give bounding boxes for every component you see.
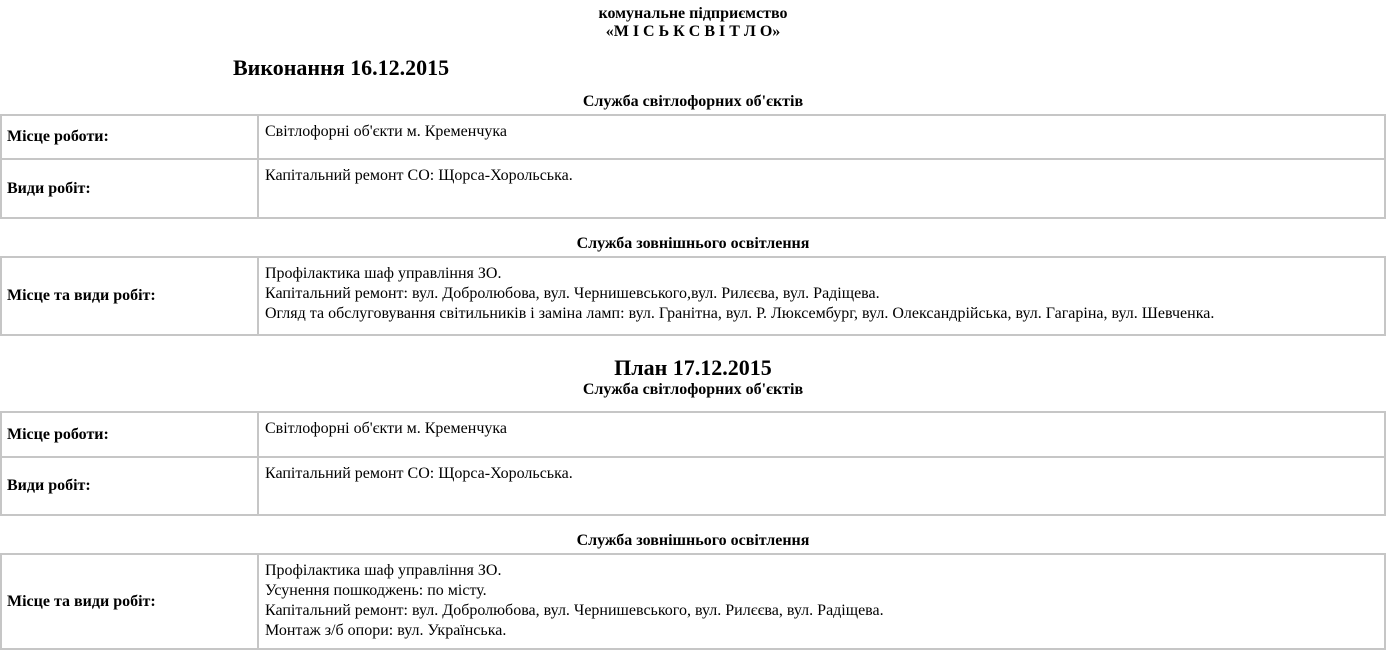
row-content-cell [258,457,1385,515]
org-type-line: комунальне підприємство [598,5,788,22]
org-header [0,0,1386,41]
execution-title: Виконання 16.12.2015 [233,55,450,80]
work-line: Монтаж з/б опори: вул. Українська. [265,622,507,639]
service-heading-traffic-lights-plan: Служба світлофорних об'єктів [582,381,804,398]
row-label-cell: Місце та види робіт: [1,554,258,649]
row-label-cell: Види робіт: [1,457,258,515]
row-content-cell [258,257,1385,335]
row-content-cell [258,412,1385,457]
work-line: Профілактика шаф управління ЗО. [265,265,502,282]
service-heading-traffic-lights-exec: Служба світлофорних об'єктів [582,93,804,110]
work-line: Капітальний ремонт: вул. Добролюбова, вул. Чернишевського, вул. Рилєєва, вул. Радіщева. [265,602,884,619]
row-content-cell [258,159,1385,218]
table-row [1,412,1385,457]
work-table-exec-outdoor [0,256,1386,336]
row-content-cell [258,554,1385,649]
work-line: Капітальний ремонт СО: Щорса-Хорольська. [265,465,573,482]
table-row [1,457,1385,515]
row-label-cell: Місце роботи: [1,412,258,457]
service-heading-outdoor-exec: Служба зовнішнього освітлення [576,235,810,252]
table-row [1,554,1385,649]
work-line: Капітальний ремонт: вул. Добролюбова, вул. Чернишевського,вул. Рилєєва, вул. Радіщева. [265,285,880,302]
work-line: Світлофорні об'єкти м. Кременчука [265,123,507,140]
work-line: Світлофорні об'єкти м. Кременчука [265,420,507,437]
plan-title: План 17.12.2015 [614,355,772,380]
row-content-cell [258,115,1385,159]
work-line: Профілактика шаф управління ЗО. [265,562,502,579]
table-row [1,159,1385,218]
table-row [1,115,1385,159]
org-name-line: «М І С Ь К С В І Т Л О» [605,23,781,40]
table-row [1,257,1385,335]
work-table-plan-outdoor [0,553,1386,650]
service-heading-outdoor-plan: Служба зовнішнього освітлення [576,532,810,549]
row-label-cell: Місце та види робіт: [1,257,258,335]
work-line: Капітальний ремонт СО: Щорса-Хорольська. [265,167,573,184]
work-line: Усунення пошкоджень: по місту. [265,582,487,599]
work-line: Огляд та обслуговування світильників і заміна ламп: вул. Гранітна, вул. Р. Люксембург, вул. Олександрійська, вул. Гагаріна, вул. Шевченка. [265,305,1215,322]
row-label-cell: Види робіт: [1,159,258,218]
row-label-cell: Місце роботи: [1,115,258,159]
work-table-plan-traffic [0,411,1386,516]
work-table-exec-traffic [0,114,1386,219]
